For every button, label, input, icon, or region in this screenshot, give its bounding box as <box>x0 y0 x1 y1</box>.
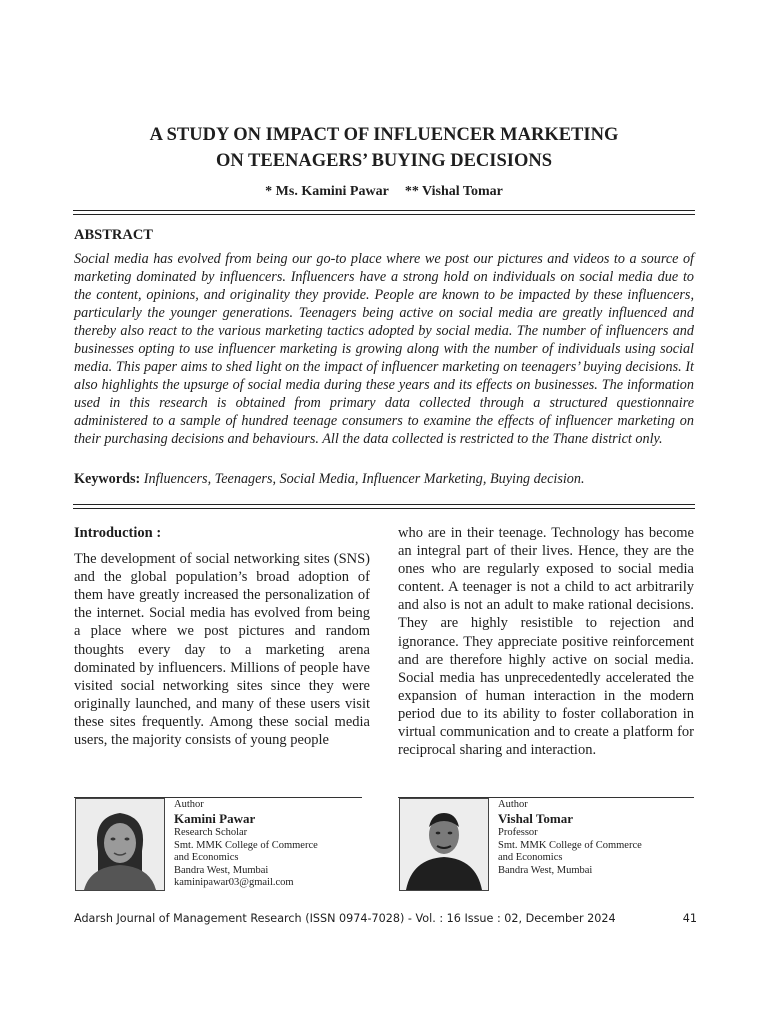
top-rule-2 <box>73 214 695 215</box>
author-info-1 <box>174 799 318 889</box>
page-number: 41 <box>682 912 697 925</box>
intro-right-text: who are in their teenage. Technology has become an integral part of their lives. Hence, they are the ones who are regularly exposed to social media content. A teenager is not a child to act arbitrarily and also is not an adult to make rational decisions. They are highly resistible to rejection and ignorance. They appreciate positive reinforcement and are therefore highly active on social media. Social media has unprecedentedly accelerated the expansion of human interaction in the modern period due to its ability to foster collaboration in virtual communication and to create a platform for reciprocal sharing and interaction. <box>398 525 694 759</box>
author-detail: Bandra West, Mumbai <box>498 864 593 876</box>
keywords-text: Influencers, Teenagers, Social Media, Influencer Marketing, Buying decision. <box>143 471 585 487</box>
author-photo-2 <box>399 798 489 891</box>
author-line <box>0 184 768 200</box>
author-email: kaminipawar03@gmail.com <box>174 877 294 889</box>
keywords-label: Keywords: <box>74 471 141 487</box>
author-detail: Professor <box>498 827 538 839</box>
intro-left-column <box>74 524 370 749</box>
author-box-2 <box>398 797 694 891</box>
author-name-2: Vishal Tomar <box>498 811 574 827</box>
intro-heading: Introduction : <box>74 525 162 541</box>
author-detail: and Economics <box>174 852 239 864</box>
author-info-2 <box>498 799 642 877</box>
intro-left-text: The development of social networking sites (SNS) and the global population’s broad adoption of them have greatly increased the personalization of the internet. Social media has evolved from being a place where we post pictures and random thoughts every day to a marketing arena dominated by influencers. Millions of people have visited social networking sites since they were originally launched, and many of these users visit these sites frequently. Among these social media users, the majority consists of young people <box>74 551 370 749</box>
author-detail: Smt. MMK College of Commerce <box>498 839 642 851</box>
abstract-body: Social media has evolved from being our go-to place where we post our pictures and videos to a source of marketing dominated by influencers. Influencers have a strong hold on individuals on social media due to the content, opinions, and originality they provide. People are known to be impacted by these influencers, particularly the younger generations. Teenagers being active on social media are greatly influenced and thereby also react to the various marketing tactics adopted by social media. The number of influencers and businesses opting to use influencer marketing is growing along with the number of individuals using social media. This paper aims to shed light on the impact of influencer marketing on teenagers’ buying decisions. It also highlights the upsurge of social media during these years and its effects on businesses. The information used in this research is obtained from primary data collected through a structured questionnaire administered to a sample of hundred teenage consumers to examine the effects of influencer marketing on their purchasing decisions and behaviours. All the data collected is restricted to the Thane district only. <box>74 251 694 447</box>
author-detail: Bandra West, Mumbai <box>174 864 269 876</box>
author-name-1: Kamini Pawar <box>174 811 256 827</box>
journal-citation: Adarsh Journal of Management Research (ISSN 0974-7028) - Vol. : 16 Issue : 02, December 2024 <box>74 912 616 925</box>
intro-right-column <box>398 524 694 759</box>
mid-rule-2 <box>73 508 695 509</box>
author-2: ** Vishal Tomar <box>404 184 503 199</box>
abstract-heading: ABSTRACT <box>74 227 153 243</box>
keywords <box>74 471 694 488</box>
page-footer <box>74 912 697 925</box>
author-box-1 <box>74 797 362 891</box>
author-detail: Research Scholar <box>174 827 248 839</box>
author-1: * Ms. Kamini Pawar <box>265 184 389 199</box>
author-role-2: Author <box>498 799 528 810</box>
paper-title <box>0 122 768 174</box>
author-photo-1 <box>75 798 165 891</box>
title-line-1: A STUDY ON IMPACT OF INFLUENCER MARKETING <box>149 125 619 145</box>
author-detail: and Economics <box>498 852 563 864</box>
top-rule <box>73 210 695 211</box>
author-role-1: Author <box>174 799 204 810</box>
author-detail: Smt. MMK College of Commerce <box>174 839 318 851</box>
mid-rule <box>73 504 695 505</box>
title-line-2: ON TEENAGERS’ BUYING DECISIONS <box>216 151 552 171</box>
